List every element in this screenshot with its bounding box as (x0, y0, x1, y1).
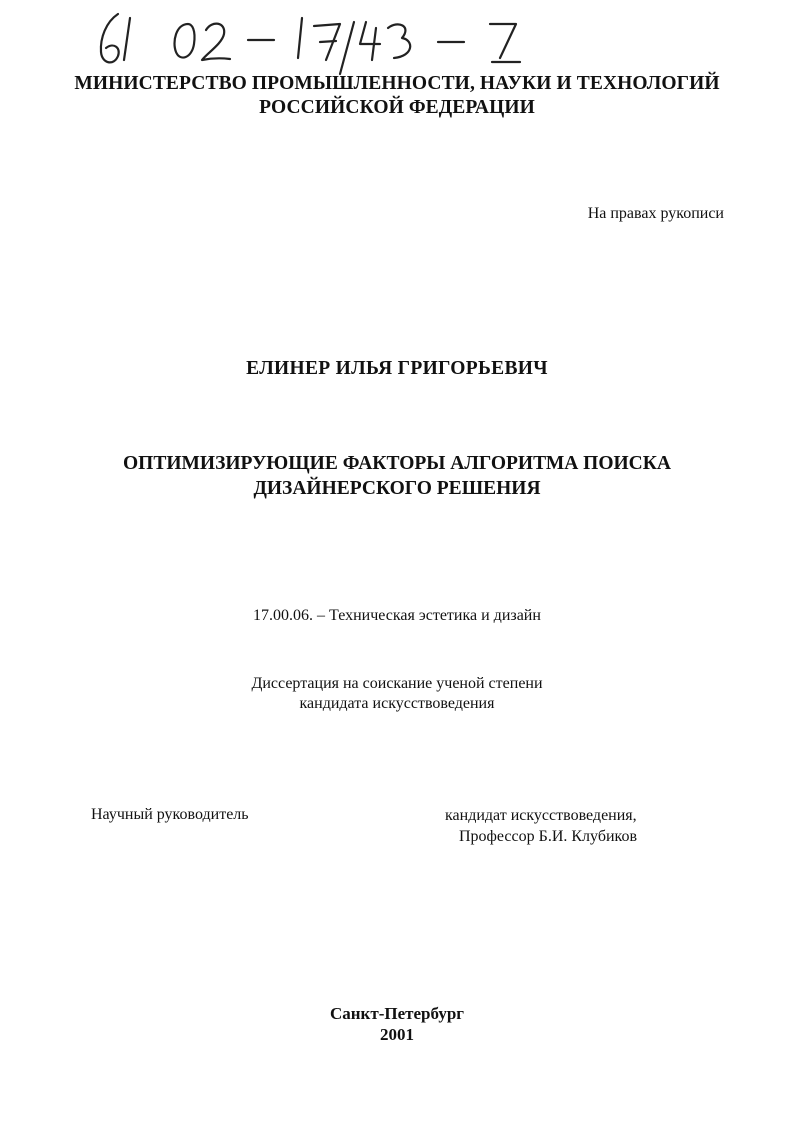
handwritten-catalog-number (88, 8, 558, 78)
specialty-code (0, 606, 794, 626)
dissertation-title-line2: ДИЗАЙНЕРСКОГО РЕШЕНИЯ (253, 478, 541, 499)
city: Санкт-Петербург (329, 1004, 465, 1023)
degree-statement-line1: Диссертация на соискание ученой степени (251, 675, 543, 692)
specialty-code-text: 17.00.06. – Техническая эстетика и дизайн (253, 607, 541, 624)
handwritten-mark-drawing (88, 8, 558, 78)
ministry-header-line1: МИНИСТЕРСТВО ПРОМЫШЛЕННОСТИ, НАУКИ И ТЕХНОЛОГИЙ (74, 73, 720, 94)
degree-statement-line2: кандидата искусствоведения (299, 695, 495, 712)
supervisor-label: Научный руководитель (91, 806, 249, 823)
manuscript-rights-note: На правах рукописи (587, 205, 724, 222)
place-and-year (0, 1003, 794, 1045)
dissertation-title (0, 451, 794, 501)
supervisor-title: кандидат искусствоведения, (445, 807, 637, 824)
ministry-header-line2: РОССИЙСКОЙ ФЕДЕРАЦИИ (259, 97, 535, 118)
ministry-header (0, 72, 794, 120)
year: 2001 (380, 1025, 414, 1044)
degree-statement (0, 674, 794, 714)
author-name: ЕЛИНЕР ИЛЬЯ ГРИГОРЬЕВИЧ (246, 358, 548, 379)
dissertation-title-line1: ОПТИМИЗИРУЮЩИЕ ФАКТОРЫ АЛГОРИТМА ПОИСКА (123, 453, 671, 474)
supervisor-info (445, 805, 637, 847)
supervisor-name: Профессор Б.И. Клубиков (459, 828, 638, 845)
